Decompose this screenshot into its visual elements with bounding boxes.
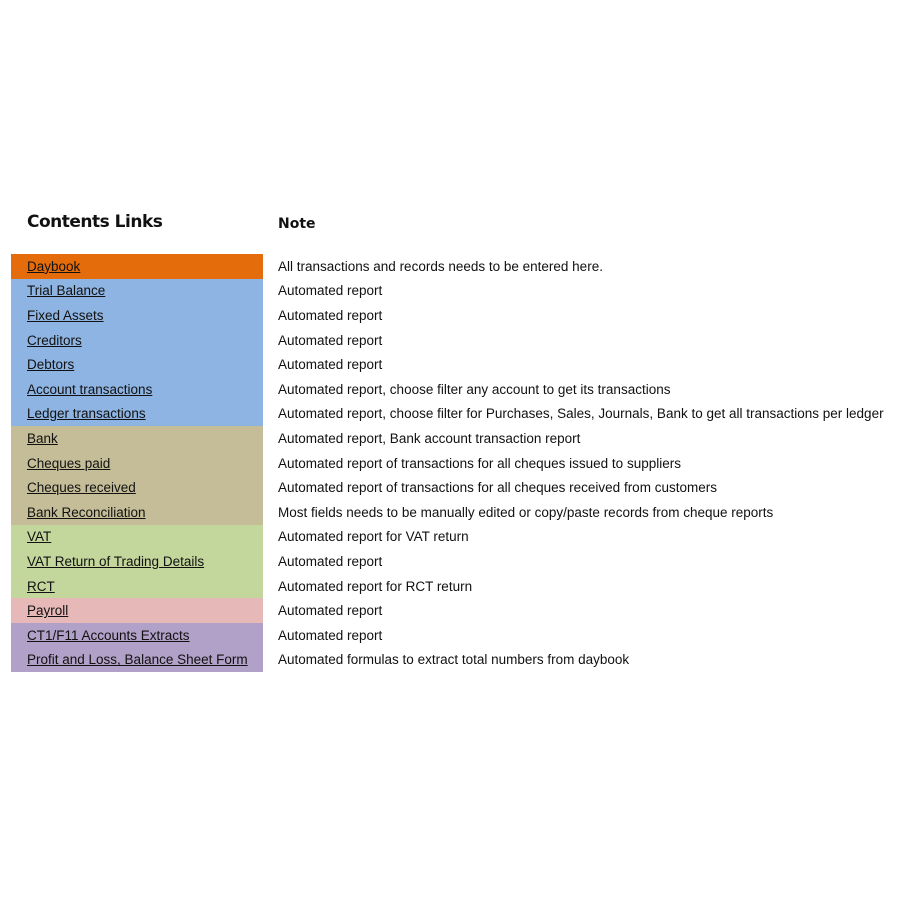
contents-link[interactable]: Cheques received [27,480,136,496]
link-cell [11,475,263,500]
link-cell [11,254,263,279]
table-row [11,303,891,328]
link-cell [11,328,263,353]
note-text: Automated report [278,627,383,643]
table-row [11,254,891,279]
note-text: Automated report, choose filter for Purchases, Sales, Journals, Bank to get all transactions per ledger [278,406,884,422]
contents-link[interactable]: Ledger transactions [27,406,146,422]
contents-link[interactable]: Account transactions [27,381,153,397]
note-text: Automated report [278,332,383,348]
link-cell [11,549,263,574]
contents-link[interactable]: Daybook [27,258,81,274]
table-row [11,352,891,377]
link-cell [11,303,263,328]
note-text: Automated report, choose filter any account to get its transactions [278,381,671,397]
contents-link[interactable]: RCT [27,578,55,594]
table-row [11,377,891,402]
contents-link[interactable]: Profit and Loss, Balance Sheet Form [27,652,248,668]
link-cell [11,352,263,377]
contents-link[interactable]: VAT Return of Trading Details [27,553,205,569]
note-text: Automated report [278,357,383,373]
contents-link[interactable]: Bank Reconciliation [27,504,146,520]
note-text: Automated report of transactions for all cheques received from customers [278,480,717,496]
link-cell [11,648,263,673]
link-cell [11,377,263,402]
note-text: All transactions and records needs to be entered here. [278,258,603,274]
table-row [11,426,891,451]
table-row [11,279,891,304]
contents-link[interactable]: VAT [27,529,52,545]
contents-link[interactable]: Trial Balance [27,283,106,299]
note-heading: Note [278,216,316,232]
table-row [11,574,891,599]
contents-link[interactable]: Fixed Assets [27,307,104,323]
link-cell [11,451,263,476]
table-row [11,500,891,525]
table-row [11,549,891,574]
contents-link[interactable]: CT1/F11 Accounts Extracts [27,627,190,643]
table-row [11,402,891,427]
link-cell [11,623,263,648]
contents-link[interactable]: Bank [27,430,58,446]
contents-link[interactable]: Debtors [27,357,75,373]
note-text: Automated report [278,553,383,569]
note-text: Automated report for VAT return [278,529,469,545]
contents-link[interactable]: Payroll [27,603,69,619]
table-row [11,648,891,673]
link-cell [11,279,263,304]
link-cell [11,500,263,525]
table-row [11,475,891,500]
table-row [11,598,891,623]
link-cell [11,574,263,599]
table-row [11,451,891,476]
link-cell [11,598,263,623]
note-text: Automated report for RCT return [278,578,473,594]
note-text: Automated report [278,603,383,619]
note-text: Automated report [278,283,383,299]
contents-table [11,254,891,672]
link-cell [11,426,263,451]
note-text: Automated formulas to extract total numbers from daybook [278,652,630,668]
table-row [11,623,891,648]
table-row [11,525,891,550]
note-text: Automated report, Bank account transaction report [278,430,581,446]
table-row [11,328,891,353]
contents-links-heading: Contents Links [27,212,163,232]
link-cell [11,402,263,427]
contents-link[interactable]: Cheques paid [27,455,111,471]
link-cell [11,525,263,550]
note-text: Most fields needs to be manually edited or copy/paste records from cheque reports [278,504,774,520]
note-text: Automated report of transactions for all cheques issued to suppliers [278,455,681,471]
note-text: Automated report [278,307,383,323]
contents-link[interactable]: Creditors [27,332,82,348]
